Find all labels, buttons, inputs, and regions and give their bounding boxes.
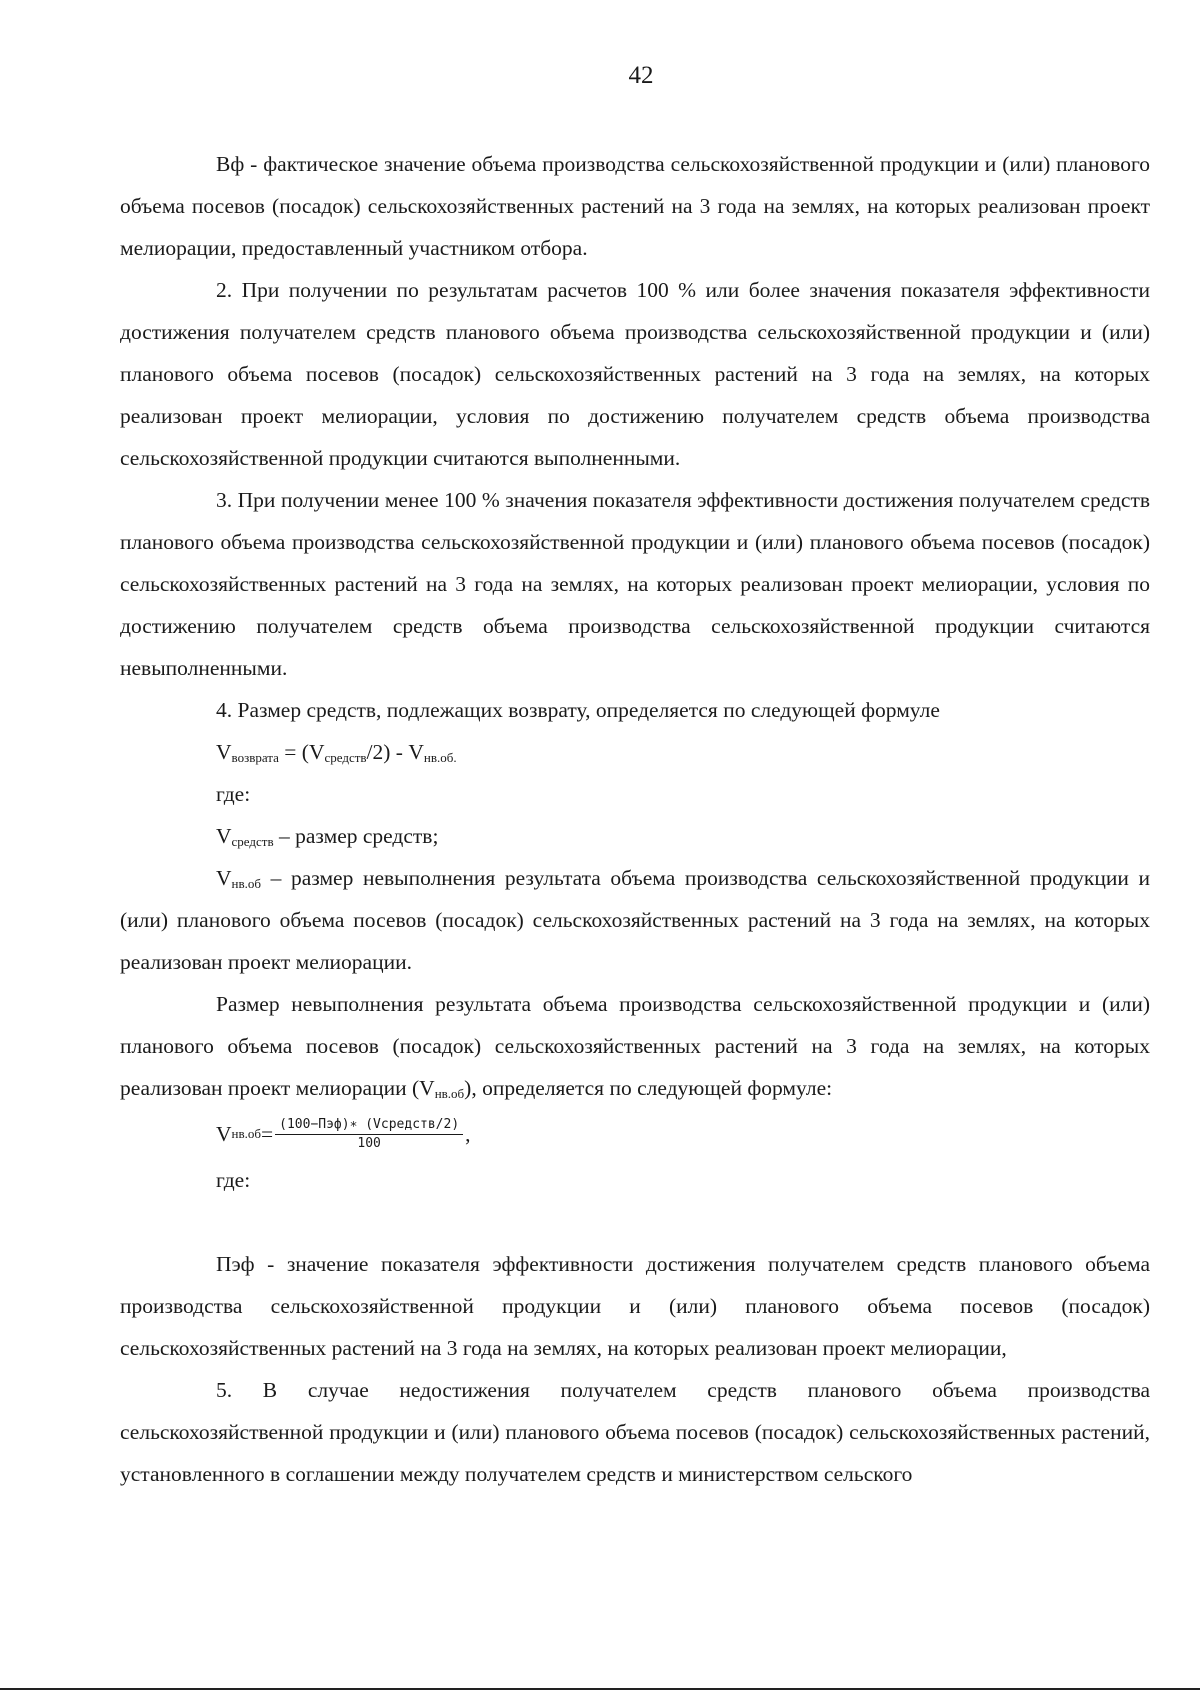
definition-pef: Пэф - значение показателя эффективности достижения получателем средств планового объема производства сельскохозяйственной продукции и (или) планового объема посевов (посадок) сельскохозяйственных растений на 3 года на землях, на которых реализован проект мелиорации, bbox=[120, 1252, 1150, 1360]
paragraph-item-3: 3. При получении менее 100 % значения показателя эффективности достижения получателем средств планового объема производства сельскохозяйственной продукции и (или) планового объема посевов (посадок) сельскохозяйственных растений на 3 года на землях, на которых реализован проект мелиорации, условия по достижению получателем средств объема производства сельскохозяйственной продукции считаются невыполненными. bbox=[120, 488, 1150, 680]
definition-v-nvob: $V_{нв.об}$ – размер невыполнения результата объема производства сельскохозяйственной продукции и (или) планового объема посевов (посадок) сельскохозяйственных растений на 3 года на землях, на которых реализован проект мелиорации. bbox=[120, 866, 1150, 974]
paragraph-vf-definition: Вф - фактическое значение объема производства сельскохозяйственной продукции и (или) планового объема посевов (посадок) сельскохозяйственных растений на 3 года на землях, на которых реализован проект мелиорации, предоставленный участником отбора. bbox=[120, 152, 1150, 260]
fraction-denominator: 100 bbox=[357, 1135, 381, 1151]
formula-nonfulfillment: V нв.об = $\frac{\text{(100−Пэф)∗ (Vсредств/2)}}{100}$ , bbox=[216, 1116, 471, 1151]
paragraph-nonfulfillment-size: Размер невыполнения результата объема производства сельскохозяйственной продукции и (или) планового объема посевов (посадок) сельскохозяйственных растений на 3 года на землях, на которых реализован проект мелиорации $(V_{нв.об})$, определяется по следующей формуле: bbox=[120, 992, 1150, 1101]
fraction bbox=[275, 1116, 463, 1153]
paragraph-item-2: 2. При получении по результатам расчетов 100 % или более значения показателя эффективности достижения получателем средств планового объема производства сельскохозяйственной продукции и (или) планового объема посевов (посадок) сельскохозяйственных растений на 3 года на землях, на которых реализован проект мелиорации, условия по достижению получателем средств объема производства сельскохозяйственной продукции считаются выполненными. bbox=[120, 278, 1150, 470]
paragraph-item-5: 5. В случае недостижения получателем средств планового объема производства сельскохозяйственной продукции и (или) планового объема посевов (посадок) сельскохозяйственных растений, установленного в соглашении между получателем средств и министерством сельского bbox=[120, 1378, 1150, 1486]
definition-v-sredstv: $V_{средств}$ – размер средств; bbox=[216, 824, 439, 849]
page-number: 42 bbox=[628, 62, 654, 89]
blank-line bbox=[120, 1201, 1150, 1243]
formula-return-amount: $V_{возврата} = (V_{средств}/2) - V_{нв.об.}$ bbox=[216, 740, 457, 765]
where-label-2: где: bbox=[216, 1168, 251, 1192]
page-bottom-rule bbox=[0, 1688, 1200, 1690]
where-label-1: где: bbox=[216, 782, 251, 806]
paragraph-item-4: 4. Размер средств, подлежащих возврату, определяется по следующей формуле bbox=[216, 698, 940, 722]
document-body bbox=[120, 143, 1150, 1495]
fraction-numerator: (100−Пэф)∗ (Vсредств/2) bbox=[275, 1116, 463, 1135]
